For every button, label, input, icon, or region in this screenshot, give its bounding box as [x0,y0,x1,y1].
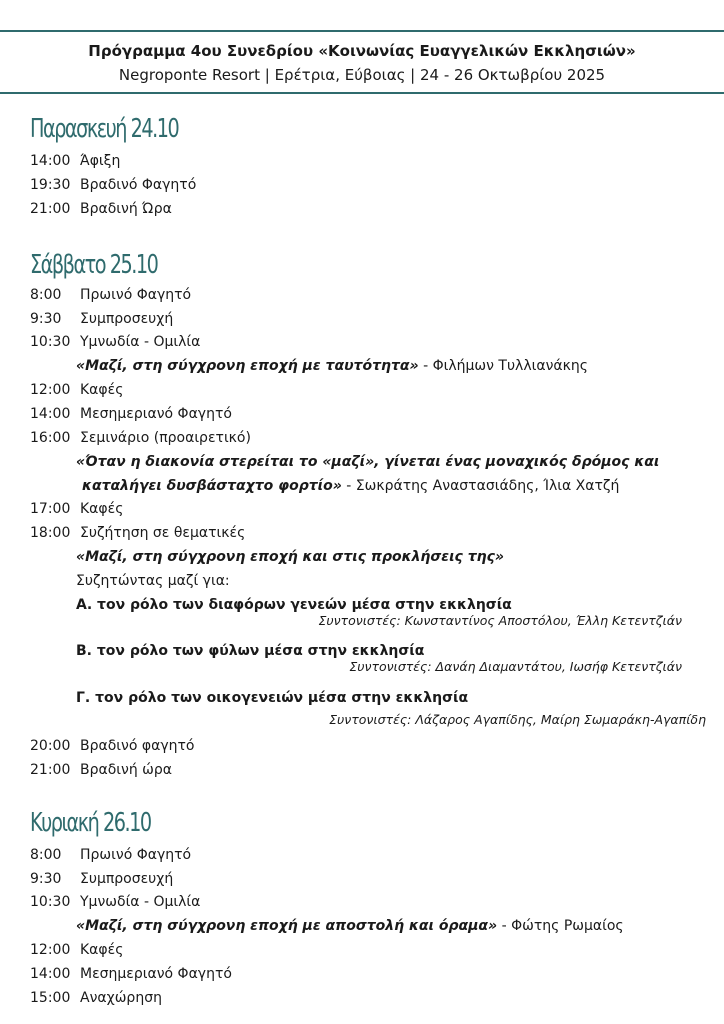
time: 14:00 [30,406,71,422]
activity: Αναχώρηση [80,990,162,1006]
activity: Βραδινό Φαγητό [80,177,197,193]
talk-title: «Μαζί, στη σύγχρονη εποχή με ταυτότητα» [76,358,419,374]
activity: Συμπροσευχή [80,871,174,887]
time: 17:00 [30,501,71,517]
seminar-line2 [82,477,619,495]
day-heading-saturday: Σάββατο 25.10 [30,250,158,280]
schedule-row [30,152,120,170]
seminar-title-line2: καταλήγει δυσβάσταχτο φορτίο» [82,478,342,494]
time: 9:30 [30,311,62,327]
activity: Βραδινή Ώρα [80,201,172,217]
time: 14:00 [30,153,71,169]
activity: Βραδινή ώρα [80,762,173,778]
activity: Συμπροσευχή [80,311,174,327]
day-heading-sunday: Κυριακή 26.10 [30,808,151,838]
schedule-row [30,893,200,911]
schedule-row [30,846,191,864]
schedule-row [30,286,191,304]
header-bottom-rule [0,92,724,94]
activity: Σεμινάριο (προαιρετικό) [80,430,251,446]
discussion-topic: Γ. τον ρόλο των οικογενειών μέσα στην εκκλησία [76,690,469,706]
time: 12:00 [30,942,71,958]
schedule-row [30,310,173,328]
schedule-row [30,333,200,351]
schedule-row [30,176,196,194]
time: 10:30 [30,334,71,350]
time: 14:00 [30,966,71,982]
talk-line [76,357,588,375]
activity: Άφιξη [80,153,121,169]
schedule-row [30,500,123,518]
schedule-row [30,989,162,1007]
time: 21:00 [30,201,71,217]
activity: Μεσημεριανό Φαγητό [80,406,232,422]
schedule-row [30,965,232,983]
topic-moderators: Συντονιστές: Λάζαρος Αγαπίδης, Μαίρη Σωμαράκη-Αγαπίδη [329,712,706,727]
talk-title: «Μαζί, στη σύγχρονη εποχή με αποστολή και όραμα» [76,918,498,934]
header-top-rule [0,30,724,32]
activity: Μεσημεριανό Φαγητό [80,966,232,982]
schedule-row [30,524,245,542]
talk-speaker: - Φιλήμων Τυλλιανάκης [418,358,588,374]
schedule-row [30,381,123,399]
activity: Καφές [80,382,124,398]
activity: Πρωινό Φαγητό [80,287,192,303]
schedule-row [30,200,172,218]
day-heading-friday: Παρασκευή 24.10 [30,114,179,144]
activity: Βραδινό φαγητό [80,738,195,754]
time: 18:00 [30,525,71,541]
schedule-row [30,405,232,423]
time: 8:00 [30,847,62,863]
document-subtitle: Negroponte Resort | Ερέτρια, Εύβοιας | 24 - 26 Οκτωβρίου 2025 [118,66,606,84]
time: 12:00 [30,382,71,398]
seminar-title-line1: «Όταν η διακονία στερείται το «μαζί», γίνεται ένας μοναχικός δρόμος και [76,454,660,470]
talk-speaker: - Φώτης Ρωμαίος [497,918,624,934]
activity: Υμνωδία - Ομιλία [80,334,201,350]
time: 16:00 [30,430,71,446]
time: 19:30 [30,177,71,193]
schedule-row [30,429,251,447]
schedule-row [30,761,172,779]
activity: Πρωινό Φαγητό [80,847,192,863]
time: 15:00 [30,990,71,1006]
discussion-topic: Β. τον ρόλο των φύλων μέσα στην εκκλησία [76,643,425,659]
activity: Καφές [80,942,124,958]
schedule-row [30,870,173,888]
activity: Συζήτηση σε θεματικές [80,525,246,541]
topic-moderators: Συντονιστές: Δανάη Διαμαντάτου, Ιωσήφ Κετεντζιάν [349,659,682,674]
activity: Υμνωδία - Ομιλία [80,894,201,910]
discussion-topic: Α. τον ρόλο των διαφόρων γενεών μέσα στην εκκλησία [76,597,512,613]
time: 8:00 [30,287,62,303]
time: 9:30 [30,871,62,887]
discussion-title: «Μαζί, στη σύγχρονη εποχή και στις προκλήσεις της» [76,549,505,565]
time: 10:30 [30,894,71,910]
seminar-speakers: - Σωκράτης Αναστασιάδης, Ίλια Χατζή [341,478,620,494]
document-title: Πρόγραμμα 4ου Συνεδρίου «Κοινωνίας Ευαγγελικών Εκκλησιών» [88,42,636,60]
time: 20:00 [30,738,71,754]
schedule-row [30,941,123,959]
activity: Καφές [80,501,124,517]
discussion-intro: Συζητώντας μαζί για: [76,573,230,589]
time: 21:00 [30,762,71,778]
schedule-row [30,737,194,755]
topic-moderators: Συντονιστές: Κωνσταντίνος Αποστόλου, Έλλη Κετεντζιάν [318,613,682,628]
talk-line [76,917,624,935]
